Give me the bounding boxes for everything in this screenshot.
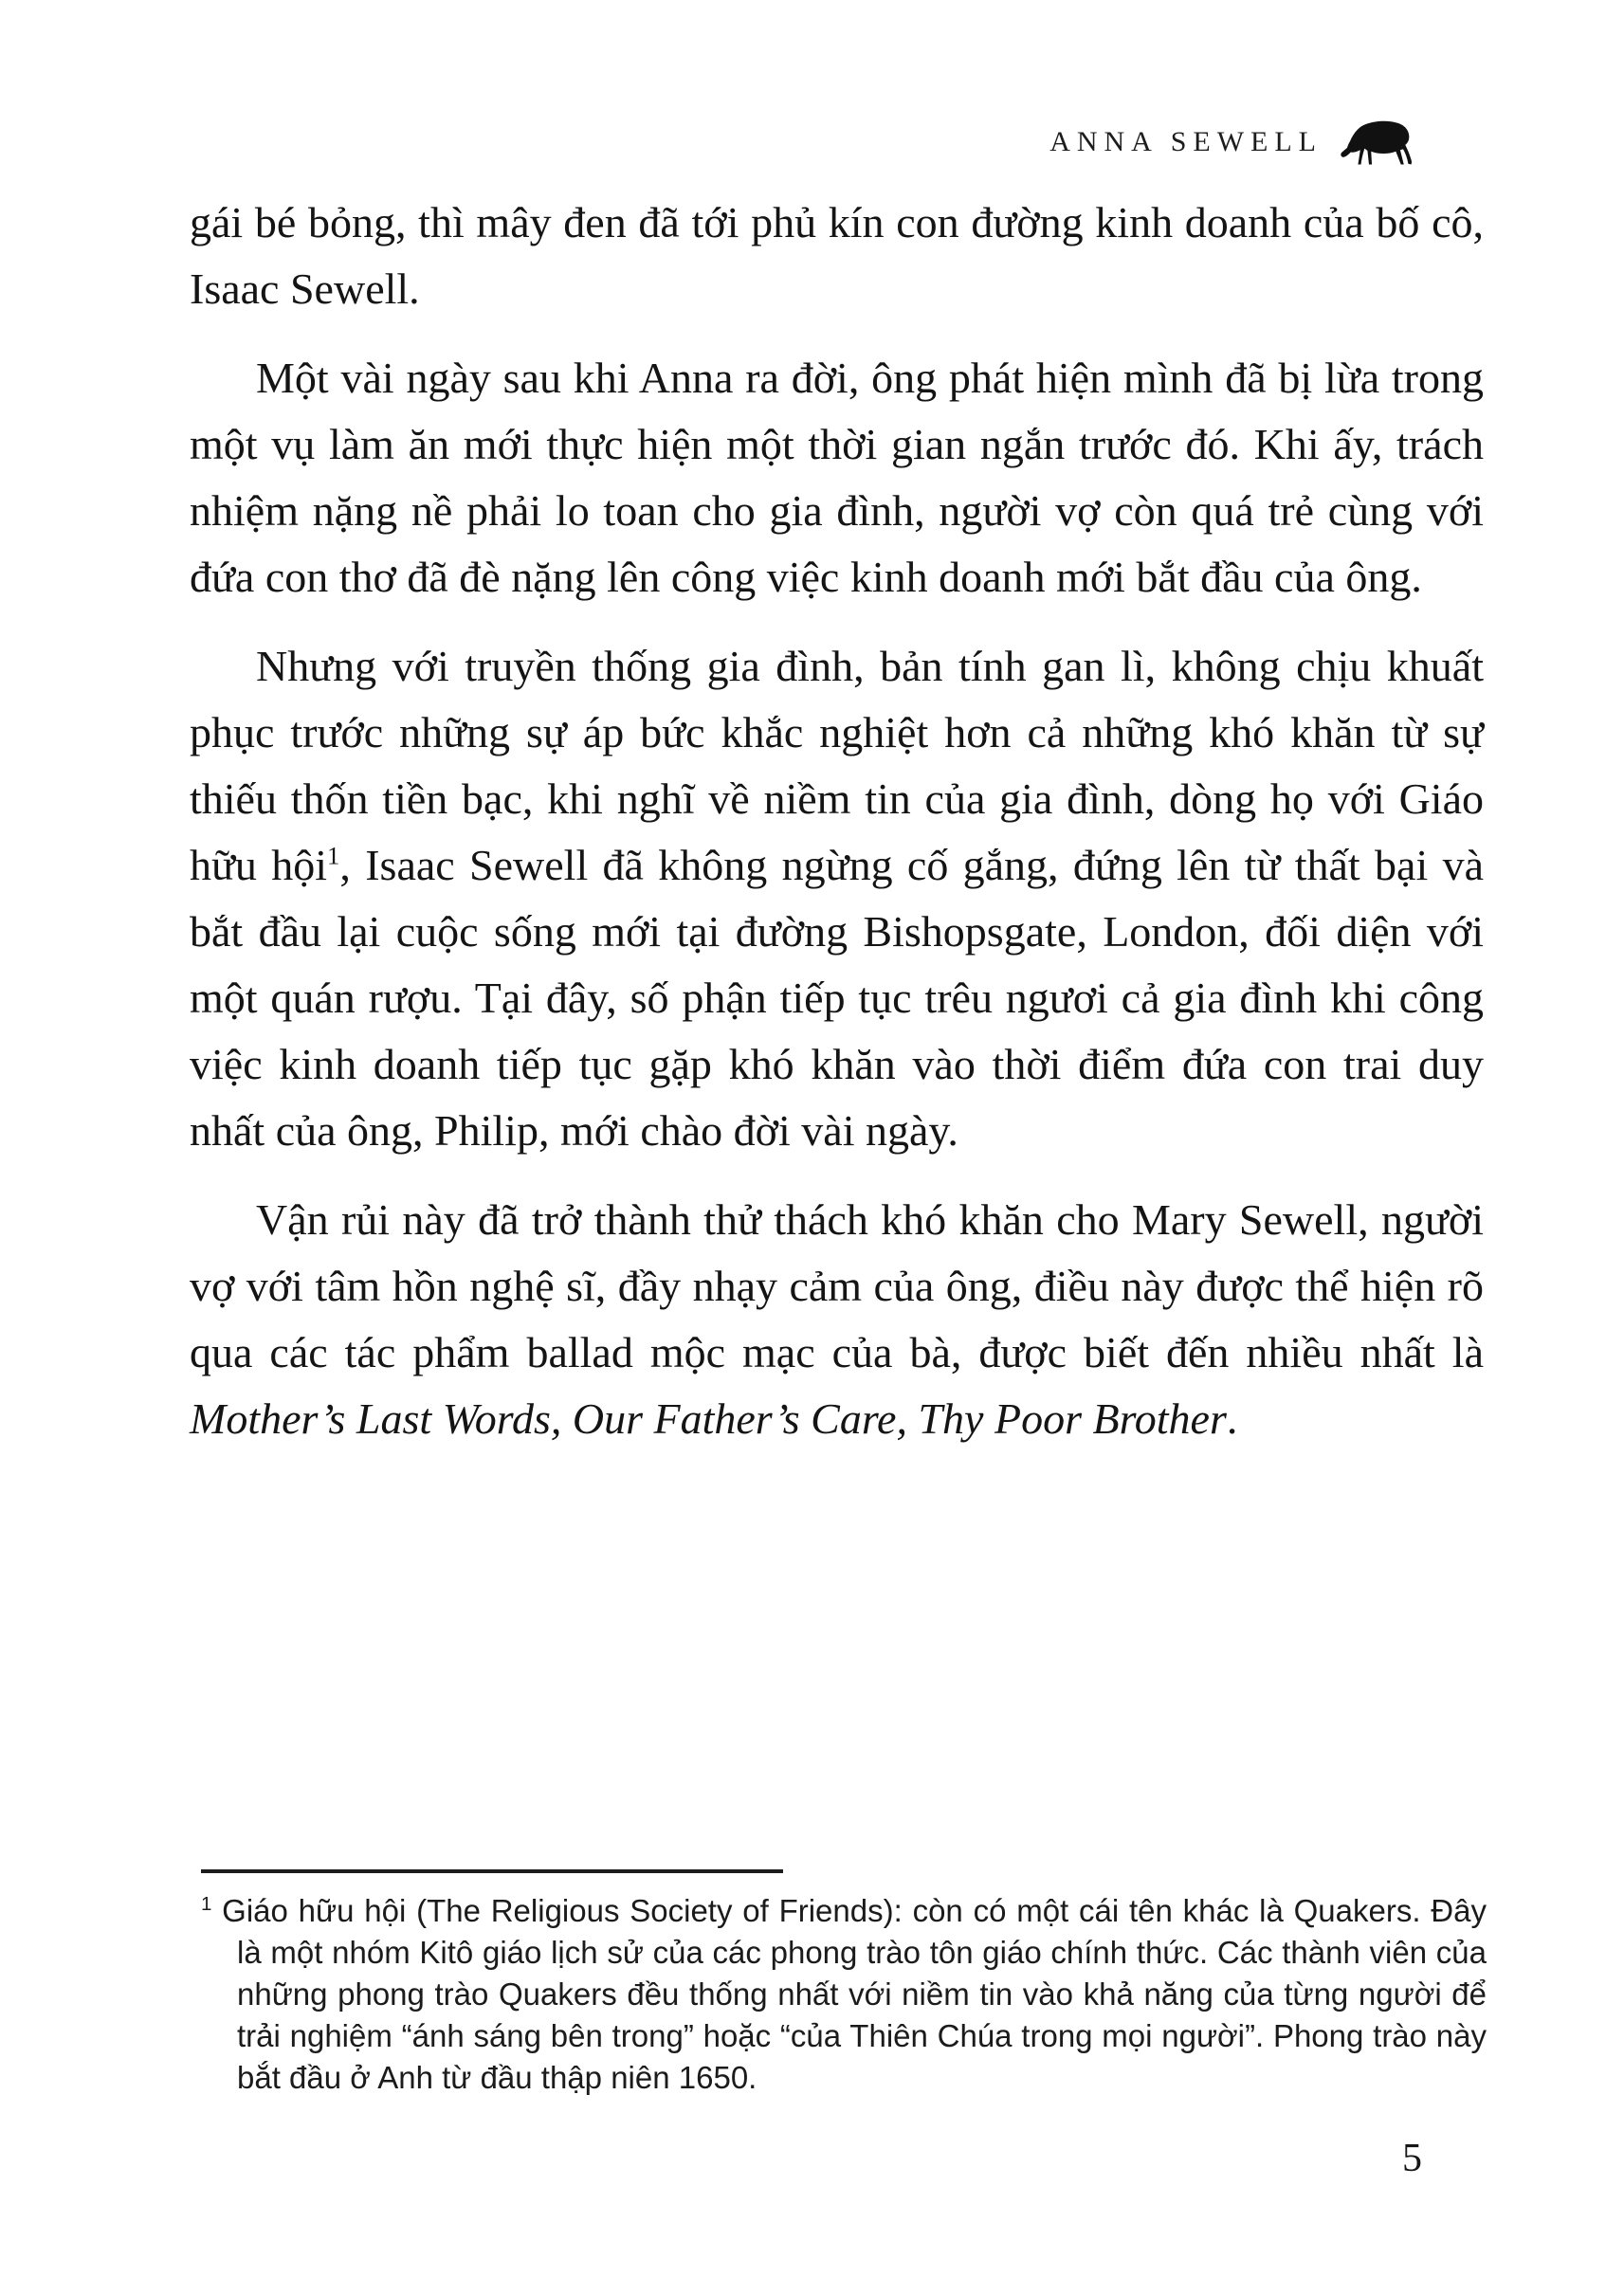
paragraph-continuation: gái bé bỏng, thì mây đen đã tới phủ kín con đường kinh doanh của bố cô, Isaac Sewell. xyxy=(190,198,1484,313)
footnote-rule xyxy=(201,1869,783,1873)
footnote-text: $^1$ Giáo hữu hội (The Religious Society of Friends): còn có một cái tên khác là Quakers. Đây là một nhóm Kitô giáo lịch sử của các phong trào tôn giáo chính thức. Các thành viên của những phong trào Quakers đều thống nhất với niềm tin vào khả năng của từng người để trải nghiệm “ánh sáng bên trong” hoặc “của Thiên Chúa trong mọi người”. Phong trào này bắt đầu ở Anh từ đầu thập niên 1650. xyxy=(201,1893,1487,2095)
paragraph: Vận rủi này đã trở thành thử thách khó khăn cho Mary Sewell, người vợ với tâm hồn nghệ sĩ, đầy nhạy cảm của ông, điều này được thể hiện rõ qua các tác phẩm ballad mộc mạc của bà, được biết đến nhiều nhất là Mother’s Last Words, Our Father’s Care, Thy Poor Brother. xyxy=(190,1195,1484,1443)
paragraph: Một vài ngày sau khi Anna ra đời, ông phát hiện mình đã bị lừa trong một vụ làm ăn mới thực hiện một thời gian ngắn trước đó. Khi ấy, trách nhiệm nặng nề phải lo toan cho gia đình, người vợ còn quá trẻ cùng với đứa con thơ đã đè nặng lên công việc kinh doanh mới bắt đầu của ông. xyxy=(190,354,1484,601)
page-number: 5 xyxy=(1402,2137,1422,2180)
running-head-author: ANNA SEWELL xyxy=(1049,126,1323,157)
paragraph: Nhưng với truyền thống gia đình, bản tính gan lì, không chịu khuất phục trước những sự áp bức khắc nghiệt hơn cả những khó khăn từ sự thiếu thốn tiền bạc, khi nghĩ về niềm tin của gia đình, dòng họ với Giáo hữu hội$^1$, Isaac Sewell đã không ngừng cố gắng, đứng lên từ thất bại và bắt đầu lại cuộc sống mới tại đường Bishopsgate, London, đối diện với một quán rượu. Tại đây, số phận tiếp tục trêu ngươi cả gia đình khi công việc kinh doanh tiếp tục gặp khó khăn vào thời điểm đứa con trai duy nhất của ông, Philip, mới chào đời vài ngày. xyxy=(190,642,1484,1155)
footnote-area xyxy=(201,1869,1487,2099)
horse-icon xyxy=(1338,112,1425,171)
body-text xyxy=(190,190,1484,1475)
running-head xyxy=(1049,112,1425,171)
